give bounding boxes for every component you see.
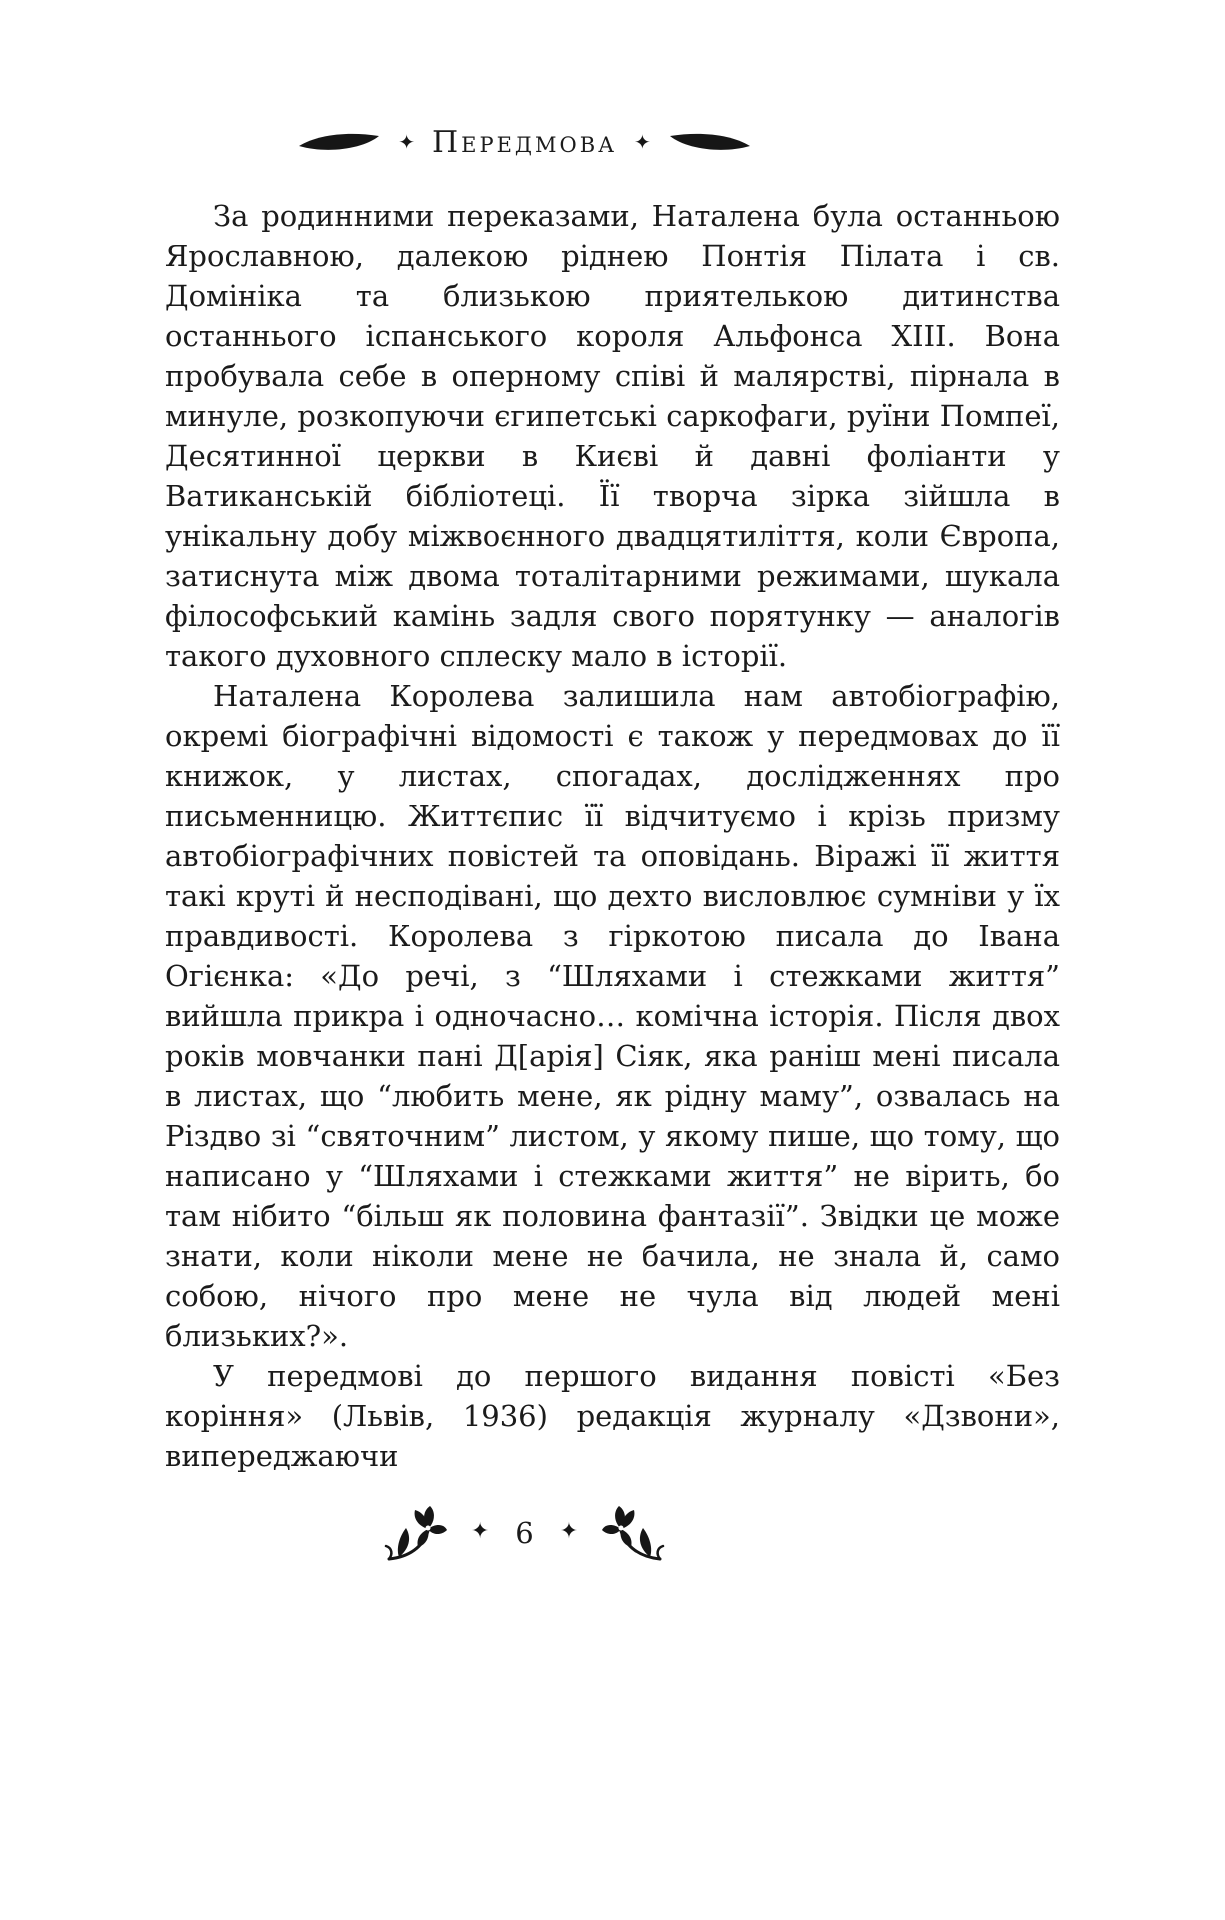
paragraph: За родинними переказами, Наталена була останньою Ярославною, далекою ріднею Понтія Пілата і св. Домініка та близькою приятелькою дитинства останнього іспанського короля Альфонса XIII. Вона пробувала себе в оперному співі й малярстві, пірнала в минуле, розкопуючи єгипетські саркофаги, руїни Помпеї, Десятинної церкви в Києві й давні фоліанти у Ватиканській бібліотеці. Її творча зірка зійшла в унікальну добу міжвоєнного двадцятиліття, коли Європа, затиснута між двома тоталітарними режимами, шукала філософський камінь задля свого порятунку — аналогів такого духовного сплеску мало в історії. <box>165 199 1060 673</box>
page-text <box>165 196 1060 1476</box>
diamond-icon: ✦ <box>470 1519 490 1544</box>
chapter-title: Передмова <box>431 125 618 160</box>
diamond-icon: ✦ <box>398 130 415 154</box>
leaf-ornament-right-icon <box>668 130 752 156</box>
diamond-icon: ✦ <box>634 130 651 154</box>
floral-flourish-right-icon <box>600 1503 666 1563</box>
paragraph: У передмові до першого видання повісті «Без коріння» (Львів, 1936) редакція журналу «Дзвони», випереджаючи <box>165 1359 1060 1473</box>
chapter-header <box>77 126 972 160</box>
leaf-ornament-left-icon <box>297 130 381 156</box>
page-footer <box>77 1502 972 1564</box>
paragraph: Наталена Королева залишила нам автобіографію, окремі біографічні відомості є також у передмовах до її книжок, у листах, спогадах, дослідженнях про письменницю. Життєпис її відчитуємо і крізь призму автобіографічних повістей та оповідань. Віражі її життя такі круті й несподівані, що дехто висловлює сумніви у їх правдивості. Королева з гіркотою писала до Івана Огієнка: «До речі, з “Шляхами і стежками життя” вийшла прикра і одночасно… комічна історія. Після двох років мовчанки пані Д[арія] Сіяк, яка раніш мені писала в листах, що “любить мене, як рідну маму”, озвалась на Різдво зі “святочним” листом, у якому пише, що тому, що написано у “Шляхами і стежками життя” не вірить, бо там нібито “більш як половина фантазії”. Звідки це може знати, коли ніколи мене не бачила, не знала й, само собою, нічого про мене не чула від людей мені близьких?». <box>165 679 1060 1353</box>
page-number: 6 <box>515 1515 534 1550</box>
floral-flourish-left-icon <box>383 1503 449 1563</box>
diamond-icon: ✦ <box>559 1519 579 1544</box>
